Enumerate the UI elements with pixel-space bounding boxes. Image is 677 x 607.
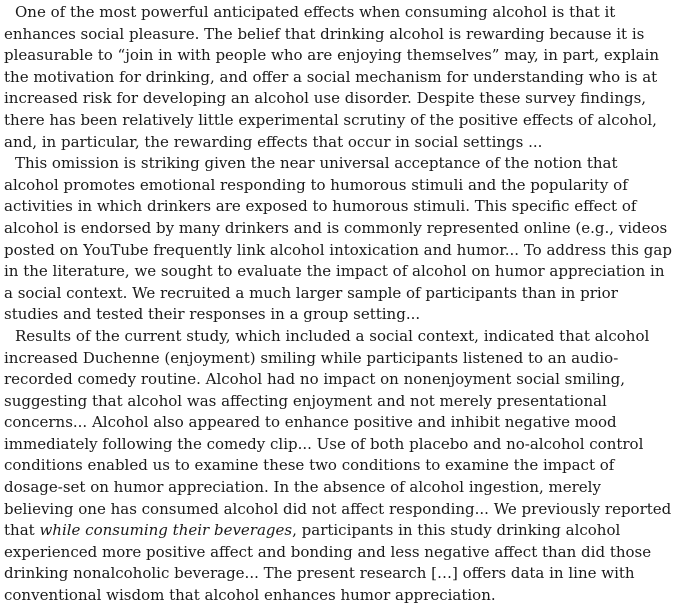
results-text-before-emphasis: Results of the current study, which included a social context, indicated that alcohol increased Duchenne (enjoyment) smiling while participants listened to an audio-recorded comedy routine. Alcohol had no impact on nonenjoyment social smiling, suggesting that alcohol was affecting enjoyment and not merely presentational concerns... Alcohol also appeared to enhance positive and inhibit negative mood immediately following the comedy clip... Use of both placebo and no-alcohol control conditions enabled us to examine these two conditions to examine the impact of dosage-set on humor appreciation. In the absence of alcohol ingestion, merely believing one has consumed alcohol did not affect responding... We previously reported that [4,326,672,540]
paragraph-humor-omission: This omission is striking given the near universal acceptance of the notion that alcohol promotes emotional responding to humorous stimuli and the popularity of activities in which drinkers are exposed to humorous stimuli. This specific effect of alcohol is endorsed by many drinkers and is commonly represented online (e.g., videos posted on YouTube frequently link alcohol intoxication and humor... To address this gap in the literature, we sought to evaluate the impact of alcohol on humor appreciation in a social context. We recruited a much larger sample of participants than in prior studies and tested their responses in a group setting... [4,154,672,324]
results-text-after-emphasis: , participants in this study drinking alcohol experienced more positive affect and bonding and less negative affect than did those drinking nonalcoholic beverage... The present research […] offers data in line with conventional wisdom that alcohol enhances humor appreciation. [4,521,652,605]
paragraph-social-pleasure: One of the most powerful anticipated effects when consuming alcohol is that it enhances social pleasure. The belief that drinking alcohol is rewarding because it is pleasurable to “join in with people who are enjoying themselves” may, in part, explain the motivation for drinking, and offer a social mechanism for understanding who is at increased risk for developing an alcohol use disorder. Despite these survey findings, there has been relatively little experimental scrutiny of the positive effects of alcohol, and, in particular, the rewarding effects that occur in social settings ... [4,3,660,151]
paragraph-study-results [4,326,673,607]
italic-phrase: while consuming their beverages [39,521,293,540]
